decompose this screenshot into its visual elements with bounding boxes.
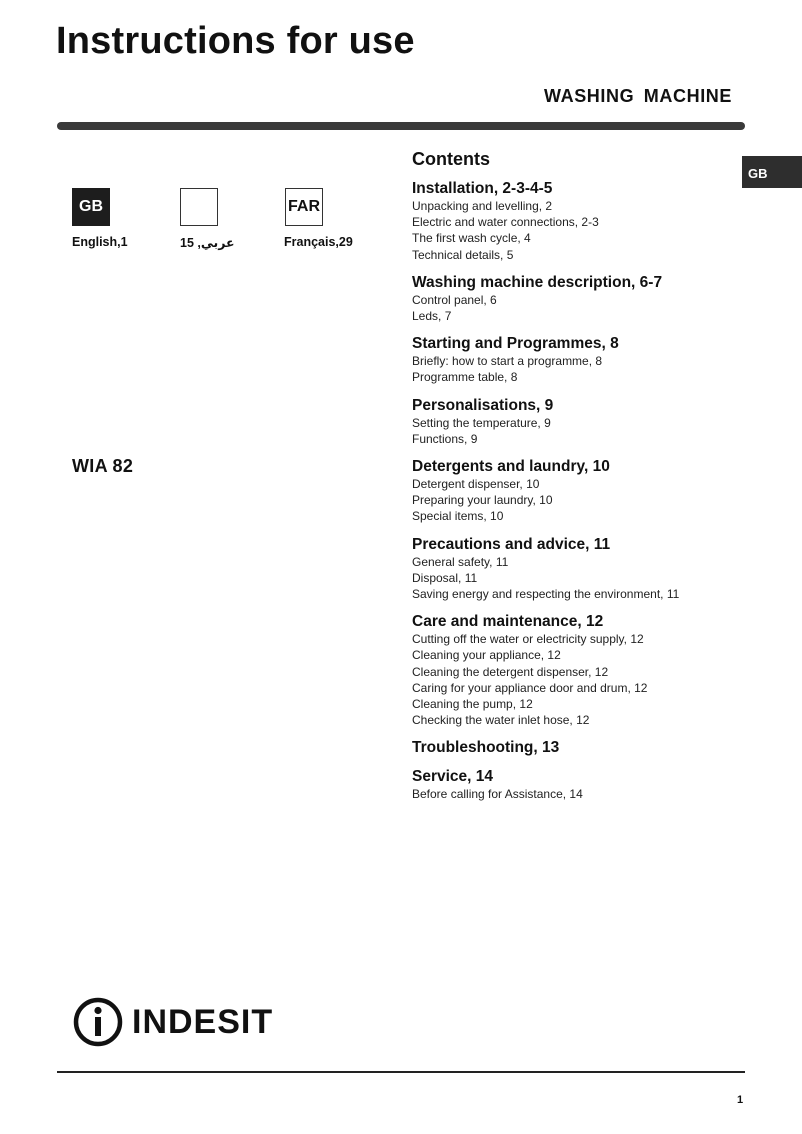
language-box-arabic bbox=[180, 188, 218, 226]
table-of-contents bbox=[412, 149, 742, 814]
contents-entry: The first wash cycle, 4 bbox=[412, 231, 531, 246]
language-label-arabic: عربي, 15 bbox=[180, 236, 235, 250]
contents-section bbox=[412, 536, 742, 603]
contents-section-title: Detergents and laundry, 10 bbox=[412, 458, 610, 476]
language-box-far: FAR bbox=[285, 188, 323, 226]
language-label-english: English,1 bbox=[72, 235, 128, 249]
contents-section bbox=[412, 739, 742, 757]
contents-section-title: Troubleshooting, 13 bbox=[412, 739, 560, 757]
contents-section bbox=[412, 458, 742, 525]
contents-entry: Cutting off the water or electricity supply, 12 bbox=[412, 632, 644, 647]
contents-section-title: Installation, 2-3-4-5 bbox=[412, 180, 553, 197]
contents-section-title: Starting and Programmes, 8 bbox=[412, 335, 619, 353]
contents-entry: General safety, 11 bbox=[412, 554, 509, 569]
contents-entry: Control panel, 6 bbox=[412, 292, 497, 307]
document-subtitle: WASHING MACHINE bbox=[544, 86, 732, 106]
indesit-logo-icon bbox=[72, 996, 124, 1048]
footer-divider bbox=[57, 1071, 745, 1073]
contents-entry: Cleaning the detergent dispenser, 12 bbox=[412, 664, 609, 679]
contents-section bbox=[412, 274, 742, 324]
contents-entry: Briefly: how to start a programme, 8 bbox=[412, 354, 603, 369]
contents-entry: Setting the temperature, 9 bbox=[412, 415, 551, 430]
contents-entry: Unpacking and levelling, 2 bbox=[412, 199, 553, 213]
contents-section bbox=[412, 397, 742, 447]
contents-entry: Saving energy and respecting the environment, 11 bbox=[412, 587, 680, 602]
header-divider bbox=[57, 122, 745, 130]
language-box-gb: GB bbox=[72, 188, 110, 226]
language-label-french: Français,29 bbox=[284, 235, 353, 249]
contents-entry: Cleaning the pump, 12 bbox=[412, 697, 533, 712]
contents-section bbox=[412, 335, 742, 385]
contents-entry: Technical details, 5 bbox=[412, 247, 514, 262]
model-number: WIA 82 bbox=[72, 456, 134, 476]
contents-entry: Detergent dispenser, 10 bbox=[412, 477, 540, 492]
contents-section bbox=[412, 613, 742, 728]
brand-wordmark: INDESIT bbox=[132, 1002, 274, 1041]
contents-section-list bbox=[412, 180, 742, 803]
contents-heading: Contents bbox=[412, 149, 490, 169]
contents-section-title: Washing machine description, 6-7 bbox=[412, 273, 663, 291]
contents-entry: Special items, 10 bbox=[412, 509, 504, 524]
contents-entry: Checking the water inlet hose, 12 bbox=[412, 713, 590, 728]
contents-entry: Cleaning your appliance, 12 bbox=[412, 648, 561, 663]
contents-entry: Caring for your appliance door and drum, 12 bbox=[412, 680, 648, 695]
contents-section-title: Precautions and advice, 11 bbox=[412, 535, 611, 553]
page-title: Instructions for use bbox=[56, 20, 415, 62]
contents-section-title: Care and maintenance, 12 bbox=[412, 613, 604, 631]
contents-section bbox=[412, 768, 742, 802]
contents-entry: Before calling for Assistance, 14 bbox=[412, 787, 583, 802]
contents-entry: Functions, 9 bbox=[412, 431, 478, 446]
language-side-tab: GB bbox=[742, 156, 802, 188]
contents-section-title: Personalisations, 9 bbox=[412, 396, 554, 414]
contents-entry: Electric and water connections, 2-3 bbox=[412, 215, 599, 230]
contents-entry: Disposal, 11 bbox=[412, 570, 478, 585]
page-number: 1 bbox=[737, 1094, 744, 1106]
contents-section-title: Service, 14 bbox=[412, 768, 494, 786]
contents-entry: Preparing your laundry, 10 bbox=[412, 493, 553, 508]
contents-section bbox=[412, 180, 742, 263]
contents-entry: Leds, 7 bbox=[412, 309, 452, 324]
brand-logo bbox=[72, 996, 273, 1048]
contents-entry: Programme table, 8 bbox=[412, 370, 518, 385]
